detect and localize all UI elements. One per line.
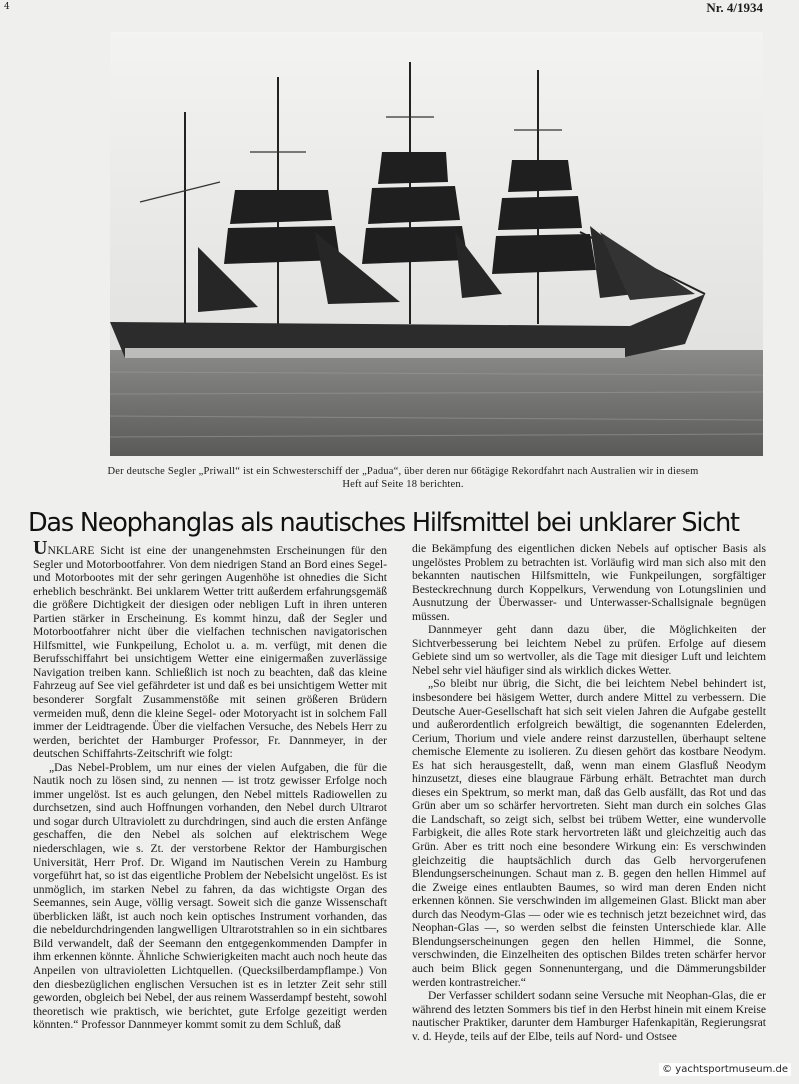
article-title: Das Neophanglas als nautisches Hilfsmittel bei unklarer Sicht	[28, 508, 739, 538]
paragraph-text: NKLARE Sicht ist eine der unangenehmsten Erscheinungen für den Segler und Motorbootfahrer. Von dem niedrigen Stand an Bord eines Segel- und Motorbootes mit der sehr geringen Augenhöhe ist ohnedies die Sicht erheblich beschränkt. Bei unklarem Wetter tritt außerdem erfahrungsgemäß die größere Dichtigkeit der diesigen oder nebligen Luft in ihren unteren Partien stärker in Erscheinung. Es kommt hinzu, daß der Segler und Motorbootfahrer nicht über die vielfachen technischen navigatorischen Hilfsmittel, wie Funkpeilung, Echolot u. a. m. verfügt, mit denen die Berufsschiffahrt bei unsichtigem Wetter eine einigermaßen zuverlässige Navigation treiben kann. Schließlich ist noch zu beachten, daß das kleine Fahrzeug auf See viel gefährdeter ist und daß es bei unsichtigem Wetter mit besonderer Sorgfalt Zusammenstöße mit seinen größeren Brüdern vermeiden muß, denn die kleine Segel- oder Motoryacht ist in solchem Fall immer der Leidtragende. Über die vielfachen Versuche, des Nebels Herr zu werden, berichtet der Hamburger Professor, Fr. Dannmeyer, in der deutschen Schiffahrts-Zeitschrift wie folgt:	[33, 544, 387, 761]
paragraph: Der Verfasser schildert sodann seine Versuche mit Neophan-Glas, die er während des letzten Sommers bis tief in den Herbst hinein mit einem Kreise nautischer Praktiker, darunter dem Hamburger Hafenkapitän, Regierungsrat v. d. Heyde, teils auf der Elbe, teils auf Nord- und Ostsee	[412, 989, 766, 1043]
caption-line-1: Der deutsche Segler „Priwall“ ist ein Schwesterschiff der „Padua“, über deren nur 66tägige Rekordfahrt nach Australien wir in diesem	[107, 466, 699, 477]
photo-caption	[42, 465, 764, 491]
paragraph: die Bekämpfung des eigentlichen dicken Nebels auf optischer Basis als ungelöstes Problem zu betrachten ist. Vorläufig wird man sich also mit den bekannten nautischen Hilfsmitteln, wie Funkpeilungen, sorgfältiger Besteckrechnung durch Koppelkurs, Verwendung von Lotungslinien und Ausnutzung der Überwasser- und Unterwasser-Schallsignale begnügen müssen.	[412, 542, 766, 623]
drop-cap: U	[33, 537, 48, 559]
paragraph: „So bleibt nur übrig, die Sicht, die bei leichtem Nebel behindert ist, insbesondere bei häsigem Wetter, durch andere Mittel zu verbessern. Die Deutsche Auer-Gesellschaft hat sich seit vielen Jahren die Aufgabe gestellt und außerordentlich erfolgreich bewältigt, die sogenannten Edelerden, Cerium, Thorium und viele andere reinst darzustellen, überhaupt seltene chemische Elemente zu isolieren. Zu diesen gehört das kostbare Neodym. Es hat sich herausgestellt, daß, wenn man einem Glasfluß Neodym hinzusetzt, dieses eine blaugraue Färbung erhält. Betrachtet man durch dieses ein Spektrum, so merkt man, daß das Gelb ausfällt, das Rot und das Grün aber um so schärfer hervortreten. Sieht man durch ein solches Glas die Landschaft, so zeigt sich, selbst bei trübem Wetter, eine wundervolle Farbigkeit, die alles Rote stark hervortreten läßt und gleichzeitig auch das Grün. Aber es tritt noch eine besondere Wirkung ein: Es verschwinden gleichzeitig die hauptsächlich durch das Gelb hervorgerufenen Blendungserscheinungen. Schaut man z. B. gegen den hellen Himmel auf die Zweige eines entlaubten Baumes, so wird man deren Enden nicht erkennen können. Sie verschwinden im allgemeinen Glast. Blickt man aber durch das Neodym-Glas — oder wie es technisch jetzt bezeichnet wird, das Neophan-Glas —, so werden selbst die feinsten Unterschiede klar. Alle Blendungserscheinungen gegen den hellen Himmel, die Sonne, verschwinden, die Einzelheiten des optischen Bildes treten schärfer hervor auch beim Blick gegen Sonnenuntergang, und die Dämmerungsbilder werden kontrastreicher.“	[412, 677, 766, 989]
page-number: 4	[4, 2, 10, 12]
ship-photo	[110, 32, 763, 456]
issue-number: Nr. 4/1934	[706, 0, 763, 15]
caption-line-2: Heft auf Seite 18 berichten.	[342, 479, 464, 490]
paragraph: „Das Nebel-Problem, um nur eines der vielen Aufgaben, die für die Nautik noch zu lösen sind, zu nennen — ist trotz gewisser Erfolge noch immer ungelöst. Ist es auch gelungen, den Nebel mittels Radiowellen zu durchsetzen, sind auch Hoffnungen vorhanden, den Nebel durch Ultrarot und sogar durch Ultraviolett zu durchdringen, sind auch die ersten Anfänge geschaffen, die den Nebel als solchen auf elektrischem Wege niederschlagen, wie s. Zt. der verstorbene Rektor der Hamburgischen Universität, Herr Prof. Dr. Wigand im Nautischen Verein zu Hamburg vorgeführt hat, so ist das eigentliche Problem der Nebelsicht ungelöst. Es ist unmöglich, im starken Nebel zu fahren, da das wichtigste Organ des Seemannes, sein Auge, völlig versagt. Soweit sich die ganze Wissenschaft überblicken läßt, ist auch noch kein optisches Instrument vorhanden, das die nebeldurchdringenden langwelligen Ultrarotstrahlen so in ein sichtbares Bild verwandelt, daß der Seemann den entgegenkommenden Dampfer in ihm erkennen könnte. Ähnliche Schwierigkeiten macht auch noch heute das Anpeilen von ultravioletten Lichtquellen. (Quecksilberdampflampe.) Von den diesbezüglichen englischen Versuchen ist es in letzter Zeit sehr still geworden, obgleich bei Nebel, der aus reinem Wasserdampf besteht, sowohl theoretisch wie praktisch, wie berichtet, gute Erfolge gezeitigt werden könnten.“ Professor Dannmeyer kommt somit zu dem Schluß, daß	[33, 760, 387, 1032]
article-column-right	[412, 542, 766, 1043]
paragraph	[33, 537, 387, 761]
paragraph: Dannmeyer geht dann dazu über, die Möglichkeiten der Sichtverbesserung bei leichtem Nebel zu prüfen. Erfolge auf diesem Gebiete sind um so wertvoller, als die Tage mit diesiger Luft und leichtem Nebel sehr viel häufiger sind als wirklich dickes Wetter.	[412, 623, 766, 677]
article-column-left	[33, 537, 387, 1032]
watermark-credit: © yachtsportmuseum.de	[659, 1063, 791, 1076]
